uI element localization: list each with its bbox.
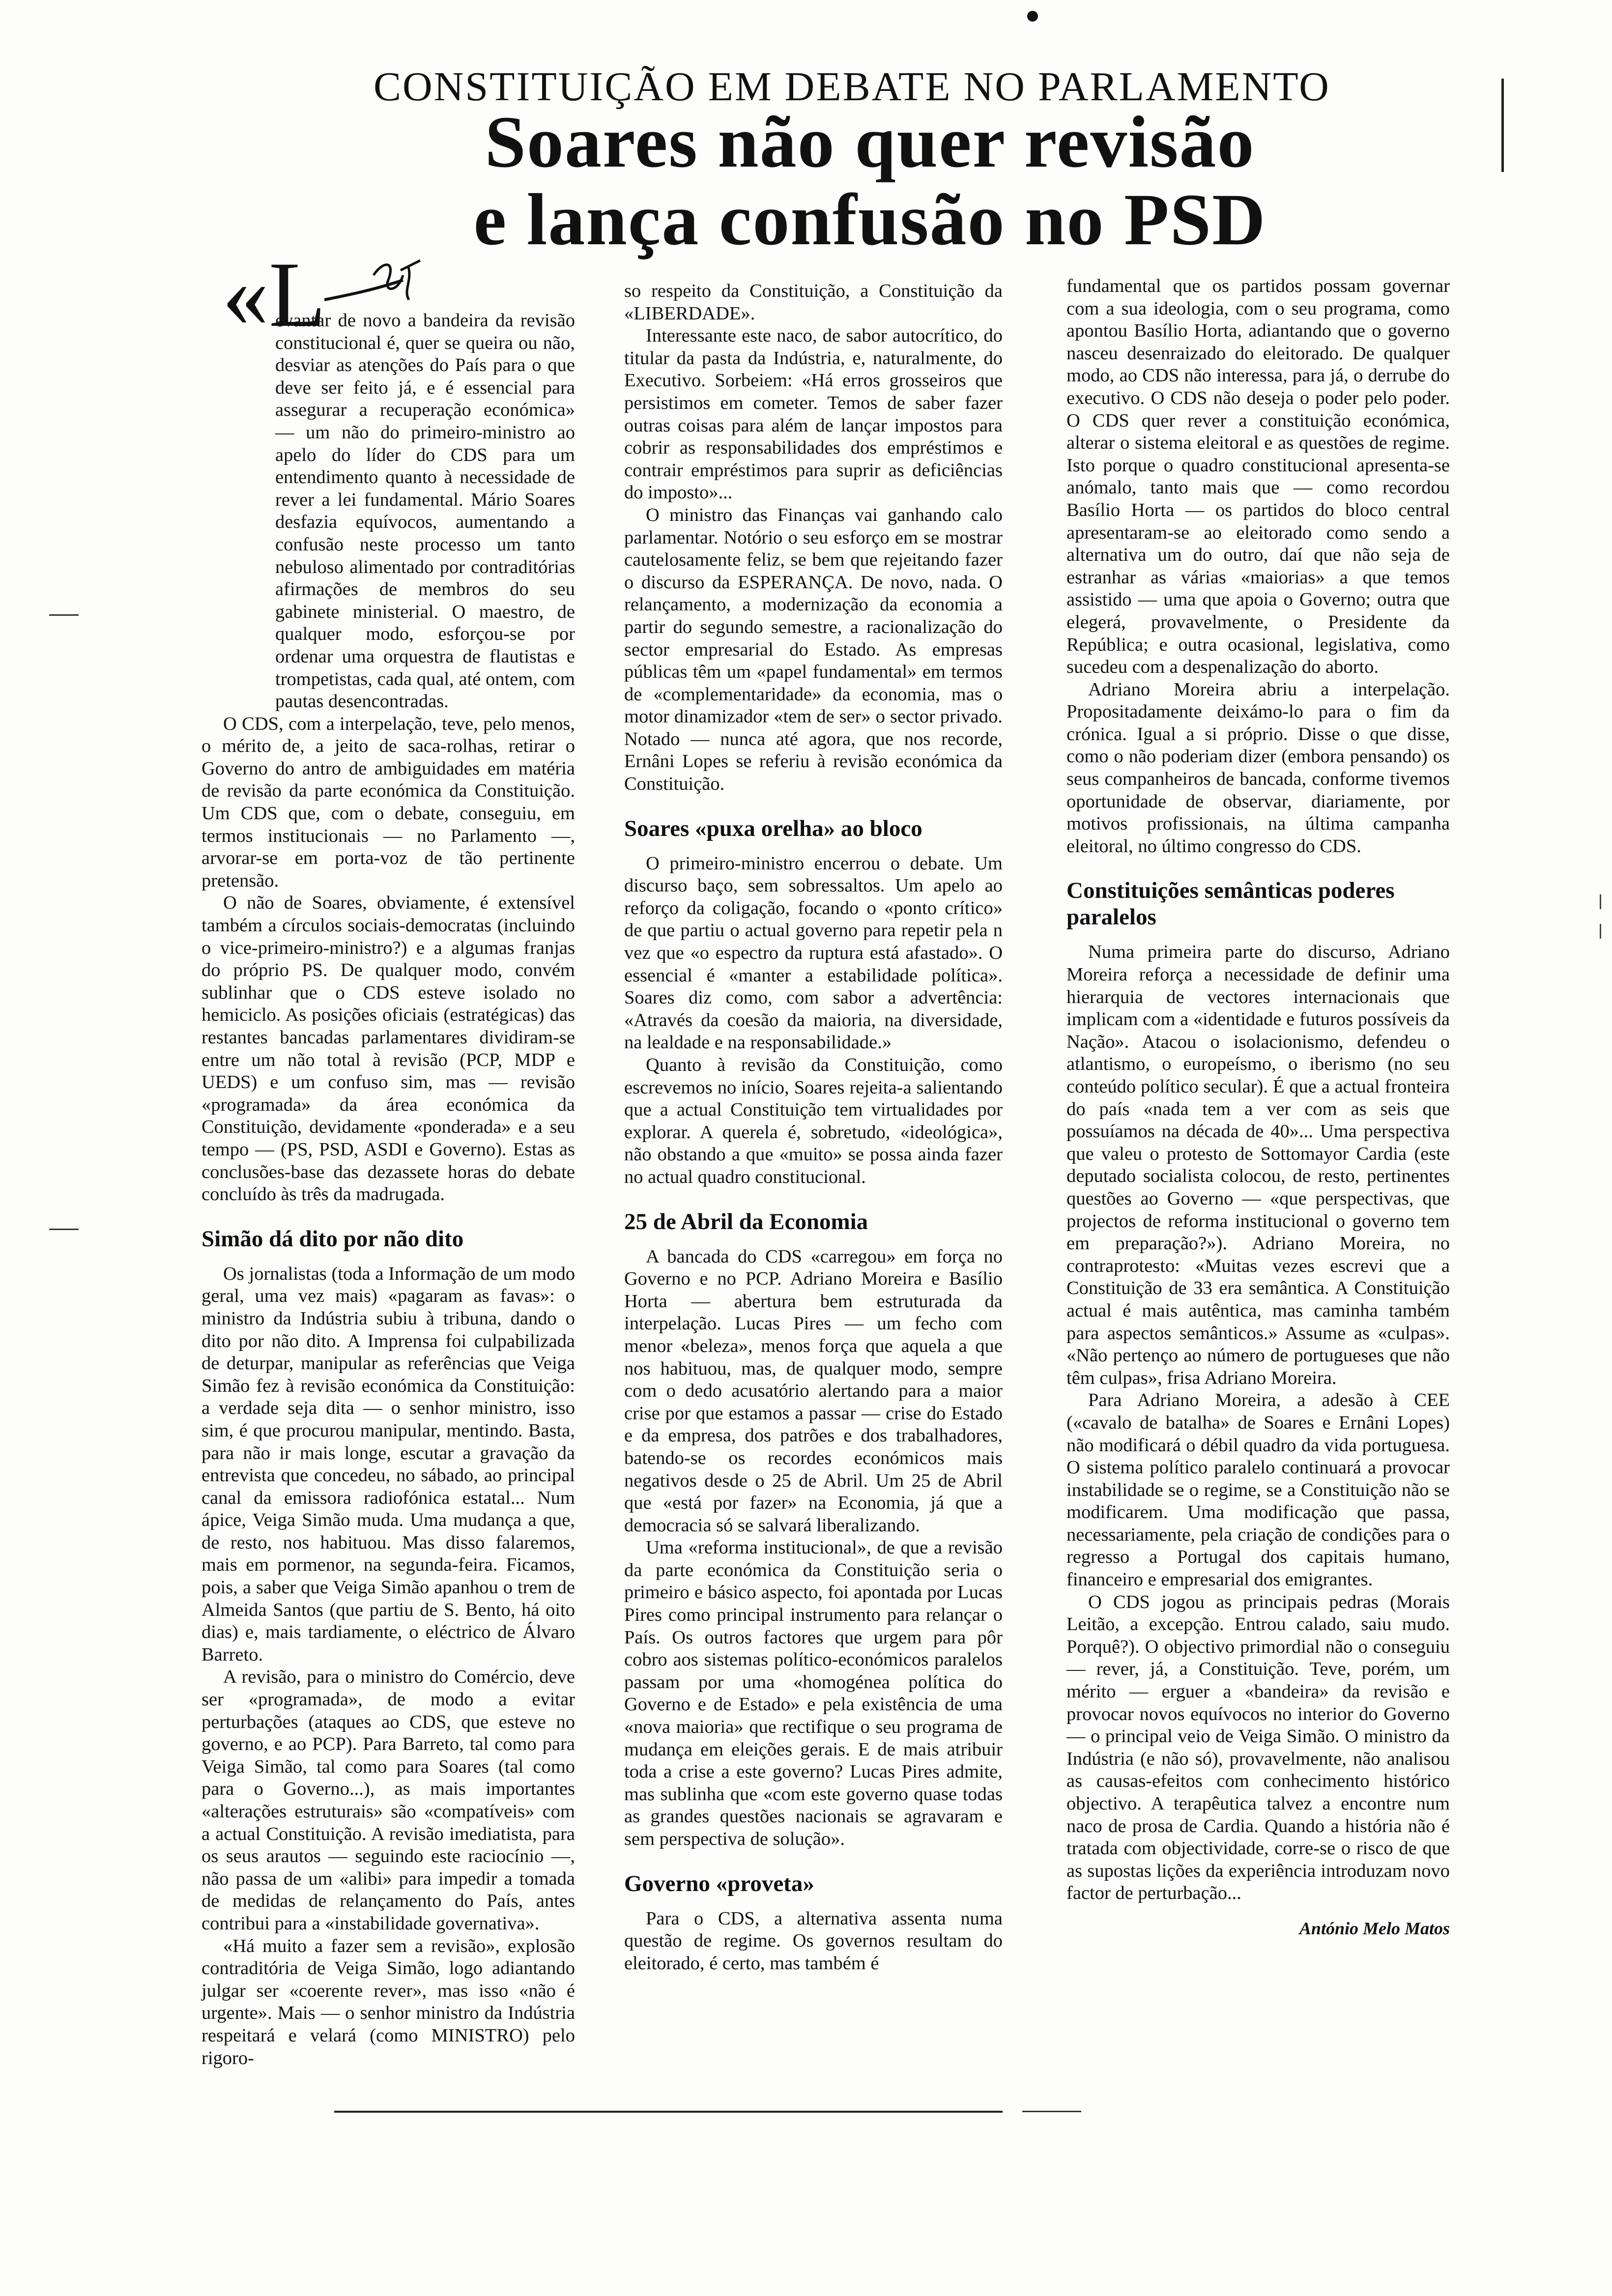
column-2	[624, 280, 1003, 1975]
paragraph: O não de Soares, obviamente, é extensível também a círculos sociais-democratas (incluindo o vice-primeiro-ministro?) e a algumas franjas do próprio PS. De qualquer modo, convém sublinhar que o CDS esteve isolado no hemiciclo. As posições oficiais (estratégicas) das restantes bancadas parlamentares dividiram-se entre um não total à revisão (PCP, MDP e UEDS) e um confuso sim, mas — revisão «programada» da área económica da Constituição, devidamente «ponderada» e a seu tempo — (PS, PSD, ASDI e Governo). Estas as conclusões-base das dezassete horas do debate concluído às três da madrugada.	[202, 892, 575, 1205]
scan-mark	[1600, 924, 1601, 939]
paragraph: Adriano Moreira abriu a interpelação. Propositadamente deixámo-lo para o fim da crónica. Igual a si próprio. Disse o que disse, como o não poderiam dizer (embora pensando) os seus companheiros de bancada, conforme tivemos oportunidade de observar, diariamente, por motivos profissionais, na última campanha eleitoral, no último congresso do CDS.	[1066, 679, 1450, 857]
paragraph: Para Adriano Moreira, a adesão à CEE («cavalo de batalha» de Soares e Ernâni Lopes) não modificará o débil quadro da vida portuguesa. O sistema político paralelo continuará a provocar instabilidade se o regime, se a Constituição não se modificarem. Uma modificação que passa, necessariamente, pela criação de condições para o regresso a Portugal dos capitais humano, financeiro e empresarial dos emigrantes.	[1066, 1390, 1450, 1590]
paragraph: fundamental que os partidos possam governar com a sua ideologia, com o seu programa, como apontou Basílio Horta, adiantando que o governo nasceu desenraizado do eleitorado. De qualquer modo, ao CDS não interessa, para já, o derrube do executivo. O CDS não deseja o poder pelo poder. O CDS quer rever a constituição económica, alterar o sistema eleitoral e as questões de regime. Isto porque o quadro constitucional apresenta-se anómalo, tanto mais que — como recordou Basílio Horta — os partidos do bloco central apresentaram-se ao eleitorado como sendo a alternativa um do outro, daí que não seja de estranhar as várias «maiorias» a que temos assistido — uma que apoia o Governo; outra que elegerá, provavelmente, o Presidente da República; e outra ocasional, legislativa, como sucedeu com a despenalização do aborto.	[1066, 276, 1450, 678]
scan-mark	[1600, 894, 1601, 909]
punch-hole-mark	[1027, 11, 1038, 22]
subheading-soares: Soares «puxa orelha» ao bloco	[624, 815, 922, 841]
bottom-rule-short	[1022, 2111, 1081, 2112]
subheading-abril: 25 de Abril da Economia	[624, 1208, 868, 1234]
subheading-constituicoes: Constituições semânticas poderes paralelos	[1066, 878, 1395, 930]
paragraph: evantar de novo a bandeira da revisão constitucional é, quer se queira ou não, desviar as atenções do País para o que deve ser feito já, e é essencial para assegurar a recuperação económica» — um não do primeiro-ministro ao apelo do líder do CDS para um entendimento quanto à necessidade de rever a lei fundamental. Mário Soares desfazia equívocos, aumentando a confusão neste processo um tanto nebuloso alimentado por contraditórias afirmações de membros do seu gabinete ministerial. O maestro, de qualquer modo, esforçou-se por ordenar uma orquestra de flautistas e trompetistas, cada qual, até ontem, com pautas desencontradas.	[275, 310, 575, 712]
headline-line-2: e lança confusão no PSD	[473, 179, 1267, 260]
paragraph: so respeito da Constituição, a Constituição da «LIBERDADE».	[624, 281, 1003, 324]
paragraph: Quanto à revisão da Constituição, como escrevemos no início, Soares rejeita-a salientando que a actual Constituição tem virtualidades por explorar. A querela é, sobretudo, «ideológica», não obstando a que «muito» se possa ainda fazer no actual quadro constitucional.	[624, 1055, 1003, 1187]
column-1	[202, 310, 575, 2069]
headline-line-1: Soares não quer revisão	[485, 101, 1255, 183]
paragraph: O CDS, com a interpelação, teve, pelo menos, o mérito de, a jeito de saca-rolhas, retirar o Governo do antro de ambiguidades em matéria de revisão da parte económica da Constituição. Um CDS que, com o debate, conseguiu, em termos institucionais — no Parlamento —, arvorar-se em porta-voz de tão pertinente pretensão.	[202, 713, 575, 891]
column-3	[1066, 275, 1450, 1940]
drop-cap: «L	[222, 243, 326, 346]
article-kicker: CONSTITUIÇÃO EM DEBATE NO PARLAMENTO	[374, 64, 1330, 110]
margin-rule	[1501, 79, 1504, 172]
paragraph: O CDS jogou as principais pedras (Morais Leitão, a excepção. Entrou calado, saiu mudo. Porquê?). O objectivo primordial não o conseguiu — rever, já, a Constituição. Teve, porém, um mérito — erguer a «bandeira» da revisão e provocar novos equívocos no interior do Governo — o principal veio de Veiga Simão. O ministro da Indústria (e não só), provavelmente, não analisou as causas-efeitos com conhecimento histórico objectivo. A terapêutica talvez a encontre num naco de prosa de Cardia. Quando a história não é tratada com objectividade, corre-se o risco de que as supostas lições da experiência introduzam novo factor de perturbação...	[1066, 1591, 1450, 1904]
paragraph: «Há muito a fazer sem a revisão», explosão contraditória de Veiga Simão, logo adiantando julgar ser «coerente rever», mas isso «não é urgente». Mais — o senhor ministro da Indústria respeitará e velará (como MINISTRO) pelo rigoro-	[202, 1935, 575, 2068]
paragraph: O ministro das Finanças vai ganhando calo parlamentar. Notório o seu esforço em se mostrar cautelosamente feliz, se bem que rejeitando fazer o discurso da ESPERANÇA. De novo, nada. O relançamento, a modernização da economia a partir do segundo semestre, a racionalização do sector empresarial do Estado. As empresas públicas têm um «papel fundamental» em termos de «complementaridade» da economia, mas o motor dinamizador «tem de ser» o sector privado. Notado — nunca até agora, que nos recorde, Ernâni Lopes se referiu à revisão económica da Constituição.	[624, 504, 1003, 795]
scan-mark	[49, 1229, 79, 1230]
bottom-rule	[334, 2111, 1003, 2113]
paragraph: Uma «reforma institucional», de que a revisão da parte económica da Constituição seria o primeiro e básico aspecto, foi apontada por Lucas Pires como principal instrumento para relançar o País. Os outros factores que urgem para pôr cobro aos sistemas político-económicos paralelos passam por uma «homogénea política do Governo e de Estado» e pela existência de uma «nova maioria» que rectifique o seu programa de mudança em eleições gerais. E de mais atribuir toda a crise a este governo? Lucas Pires admite, mas sublinha que «com este governo quase todas as grandes questões nacionais se agravaram e sem perspectiva de solução».	[624, 1537, 1003, 1849]
author-byline: António Melo Matos	[1299, 1918, 1450, 1938]
paragraph: A revisão, para o ministro do Comércio, deve ser «programada», de modo a evitar perturbações (ataques ao CDS, que esteve no governo, e ao PCP). Para Barreto, tal como para Veiga Simão, tal como para Soares (tal como para o Governo...), as mais importantes «alterações estruturais» são «compatíveis» com a actual Constituição. A revisão imediatista, para os seus arautos — seguindo este raciocínio —, não passa de um «alibi» para impedir a tomada de medidas de relançamento do País, antes contribui para a «instabilidade governativa».	[202, 1666, 575, 1934]
paragraph: A bancada do CDS «carregou» em força no Governo e no PCP. Adriano Moreira e Basílio Horta — abertura bem estruturada da interpelação. Lucas Pires — um fecho com menor «beleza», menos força que aquela a que nos habituou, mas, de qualquer modo, sempre com o dedo acusatório alertando para a maior crise por que estamos a passar — crise do Estado e da empresa, dos patrões e dos trabalhadores, batendo-se os recordes económicos mais negativos desde o 25 de Abril. Um 25 de Abril que «está por fazer» na Economia, já que a democracia só se salvará liberalizando.	[624, 1246, 1003, 1536]
scan-mark	[49, 614, 79, 616]
paragraph: Numa primeira parte do discurso, Adriano Moreira reforça a necessidade de definir uma hierarquia de vectores internacionais que implicam com a «identidade e futuros possíveis da Nação». Atacou o isolacionismo, defendeu o atlantismo, o europeísmo, o iberismo (no seu conteúdo político secular). É que a actual fronteira do país «nada tem a ver com as seis que possuíamos na década de 40»... Uma perspectiva que valeu o protesto de Sottomayor Cardia (este deputado socialista colocou, de resto, pertinentes questões ao Governo — «que perspectivas, que projectos de reforma institucional o governo tem em preparação?»). Adriano Moreira, no contraprotesto: «Muitas vezes escrevi que a Constituição de 33 era semântica. A Constituição actual é mais autêntica, mas caminha também para aspectos semânticos.» Assume as «culpas». «Não pertenço ao número de portugueses que não têm culpas», frisa Adriano Moreira.	[1066, 942, 1450, 1388]
paragraph: Os jornalistas (toda a Informação de um modo geral, uma vez mais) «pagaram as favas»: o ministro da Indústria subiu à tribuna, dando o dito por não dito. A Imprensa foi culpabilizada de deturpar, manipular as referências que Veiga Simão fez à revisão económica da Constituição: a verdade seja dita — o senhor ministro, isso sim, é que procurou manipular, mentindo. Basta, para não ir mais longe, escutar a gravação da entrevista que concedeu, no sábado, ao principal canal da emissora radiofónica estatal... Num ápice, Veiga Simão muda. Uma mudança a que, de resto, nos habituou. Mas disso falaremos, mais em pormenor, na segunda-feira. Ficamos, pois, a saber que Veiga Simão apanhou o trem de Almeida Santos (que partiu de S. Bento, há oito dias) e, mais tardiamente, o eléctrico de Álvaro Barreto.	[202, 1263, 575, 1665]
article-headline	[403, 103, 1337, 258]
paragraph: Para o CDS, a alternativa assenta numa questão de regime. Os governos resultam do eleitorado, é certo, mas também é	[624, 1908, 1003, 1974]
subheading-governo: Governo «proveta»	[624, 1870, 814, 1896]
subheading-simao: Simão dá dito por não dito	[202, 1226, 464, 1252]
paragraph: O primeiro-ministro encerrou o debate. Um discurso baço, sem sobressaltos. Um apelo ao reforço da coligação, focando o «ponto crítico» de que partiu o actual governo para repetir pela n vez que «o espectro da ruptura está afastado». O essencial é «manter a estabilidade política». Soares diz como, com sabor a advertência: «Através da coesão da maioria, na diversidade, na lealdade e na responsabilidade.»	[624, 853, 1003, 1053]
paragraph: Interessante este naco, de sabor autocrítico, do titular da pasta da Indústria, e, naturalmente, do Executivo. Sorbeiem: «Há erros grosseiros que persistimos em cometer. Temos de saber fazer outras coisas para além de lançar impostos para cobrir as responsabilidades dos empréstimos e contrair empréstimos para suprir as deficiências do imposto»...	[624, 325, 1003, 503]
